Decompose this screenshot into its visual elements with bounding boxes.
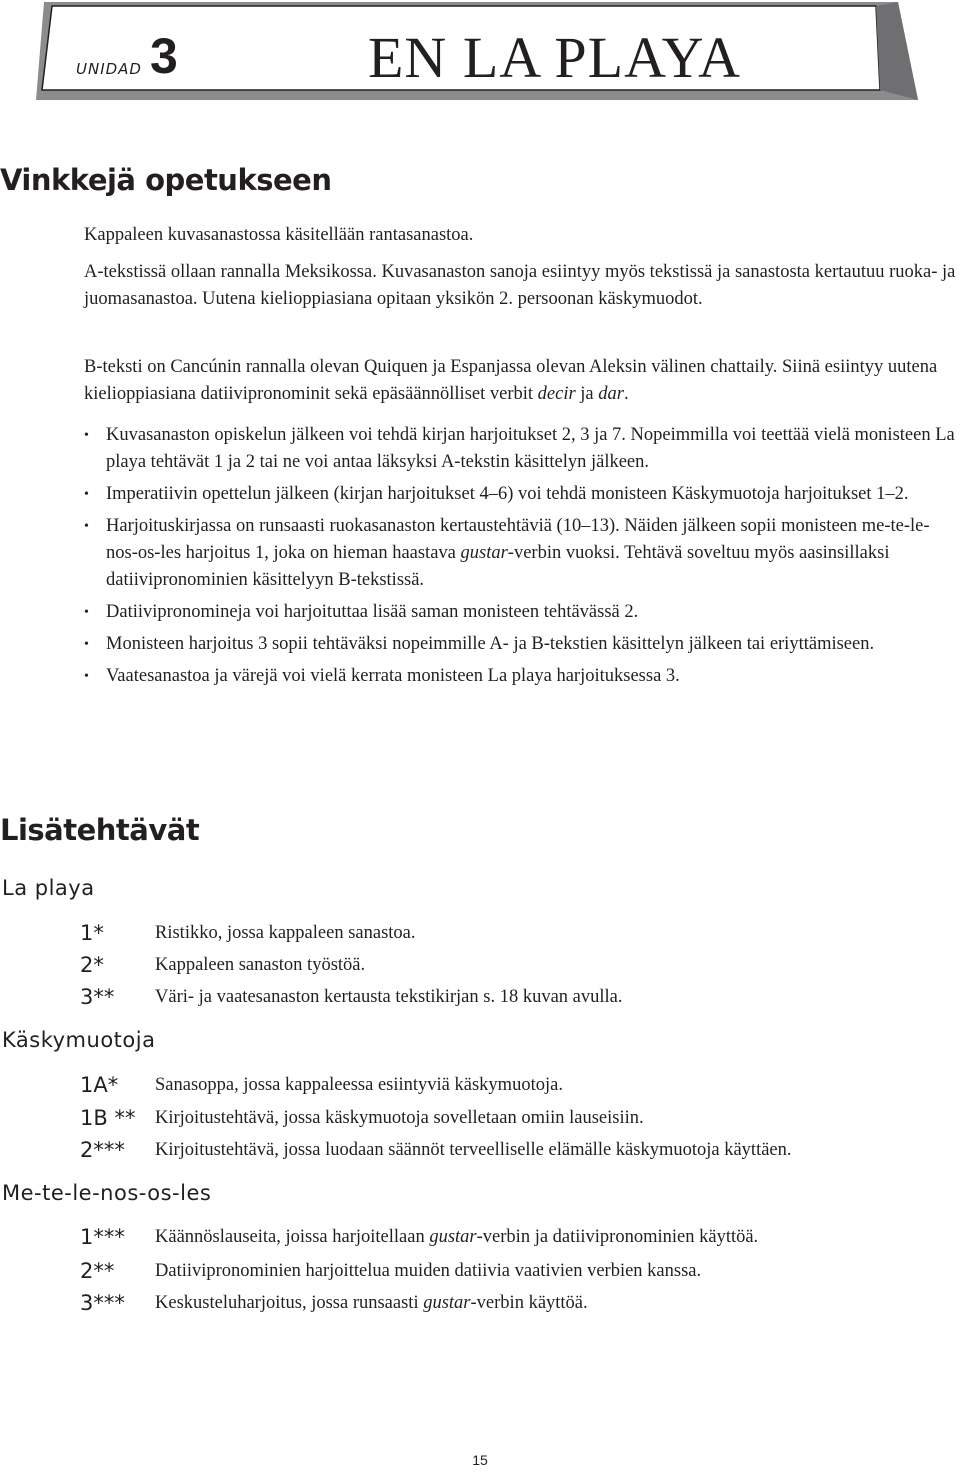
unit-number: 3 <box>150 28 178 84</box>
task-desc-after: -verbin ja datiivipronominien käyttöä. <box>476 1227 759 1247</box>
bullet-dot-icon: • <box>84 519 89 534</box>
task-row <box>80 1256 940 1286</box>
extra-heading: Lisätehtävät <box>0 813 200 847</box>
bullet-item <box>84 513 956 594</box>
group-title-la-playa: La playa <box>2 876 95 900</box>
group-title-me-te-le-nos-os-les: Me-te-le-nos-os-les <box>2 1181 212 1205</box>
task-code: 1A* <box>80 1073 119 1097</box>
task-code: 3** <box>80 985 115 1009</box>
tips-intro-2: A-tekstissä ollaan rannalla Meksikossa. Kuvasanaston sanoja esiintyy myös tekstissä ja sanastosta kertautuu ruoka- ja juomasanastoa. Uutena kielioppiasiana opitaan yksikön 2. persoonan käskymuodot. <box>84 262 956 309</box>
bullet-text: Monisteen harjoitus 3 sopii tehtäväksi nopeimmille A- ja B-tekstien käsittelyn jälkeen tai eriyttämiseen. <box>106 634 875 654</box>
task-row <box>80 950 940 980</box>
bullet-text: Imperatiivin opettelun jälkeen (kirjan harjoitukset 4–6) voi tehdä monisteen Käskymuotoja harjoitukset 1–2. <box>106 484 909 504</box>
verb-decir: decir <box>537 384 576 404</box>
bullet-text-before: Harjoituskirjassa on runsaasti ruokasanaston kertaustehtäviä (10–13). Näiden jälkeen sopii monisteen me-te-le-nos-os-les harjoitus 1, joka on hieman haastava <box>106 516 930 563</box>
bullet-dot-icon: • <box>84 487 89 502</box>
task-row <box>80 1135 940 1165</box>
task-desc: Kirjoitustehtävä, jossa luodaan säännöt terveelliselle elämälle käskymuotoja käyttäen. <box>155 1140 792 1160</box>
task-row <box>80 1288 940 1318</box>
task-code: 1*** <box>80 1225 125 1249</box>
b-text-after: . <box>623 384 629 404</box>
bullet-item <box>84 422 956 476</box>
bullet-text: Kuvasanaston opiskelun jälkeen voi tehdä kirjan harjoitukset 2, 3 ja 7. Nopeimmilla voi teettää vielä monisteen La playa tehtävät 1 ja 2 tai ne voi antaa läksyksi A-tekstin käsittelyn jälkeen. <box>106 425 955 472</box>
task-desc <box>155 1290 588 1317</box>
task-desc: Ristikko, jossa kappaleen sanastoa. <box>155 923 416 943</box>
task-desc: Sanasoppa, jossa kappaleessa esiintyviä käskymuotoja. <box>155 1075 563 1095</box>
bullet-dot-icon: • <box>84 669 89 684</box>
verb-gustar: gustar <box>429 1227 477 1247</box>
page-number: 15 <box>472 1452 488 1468</box>
verb-dar: dar <box>598 384 624 404</box>
bullet-text-after: -verbin vuoksi. Tehtävä soveltuu myös aasinsillaksi datiivipronominien käsittelyyn B-tekstissä. <box>106 543 890 590</box>
unit-banner <box>36 0 918 102</box>
task-row <box>80 982 940 1012</box>
task-desc <box>155 1224 758 1251</box>
task-desc: Datiivipronominien harjoittelua muiden datiivia vaativien verbien kanssa. <box>155 1261 702 1281</box>
verb-gustar: gustar <box>460 543 508 563</box>
verb-gustar: gustar <box>423 1293 471 1313</box>
tips-intro-1: Kappaleen kuvasanastossa käsitellään rantasanastoa. <box>84 225 474 245</box>
bullet-dot-icon: • <box>84 605 89 620</box>
group-title-kaskymuotoja: Käskymuotoja <box>2 1028 156 1052</box>
task-desc-after: -verbin käyttöä. <box>470 1293 588 1313</box>
task-desc: Kappaleen sanaston työstöä. <box>155 955 366 975</box>
task-code: 1B ** <box>80 1106 136 1130</box>
task-code: 3*** <box>80 1291 125 1315</box>
task-desc: Väri- ja vaatesanaston kertausta tekstikirjan s. 18 kuvan avulla. <box>155 987 623 1007</box>
b-text-before: B-teksti on Cancúnin rannalla olevan Quiquen ja Espanjassa olevan Aleksin välinen chattaily. Siinä esiintyy uutena kielioppiasiana datiivipronominit sekä epäsäännölliset verbit <box>84 357 938 404</box>
bullet-text: Vaatesanastoa ja värejä voi vielä kerrata monisteen La playa harjoituksessa 3. <box>106 666 680 686</box>
bullet-dot-icon: • <box>84 637 89 652</box>
tips-bullet-list <box>84 422 956 695</box>
task-code: 2*** <box>80 1138 125 1162</box>
task-desc-before: Käännöslauseita, joissa harjoitellaan <box>155 1227 430 1247</box>
tips-b-text <box>84 354 956 408</box>
bullet-text: Datiivipronomineja voi harjoituttaa lisää saman monisteen tehtävässä 2. <box>106 602 639 622</box>
bullet-item <box>84 481 956 508</box>
task-row <box>80 1070 940 1100</box>
b-text-middle: ja <box>575 384 599 404</box>
bullet-item <box>84 599 956 626</box>
task-desc-before: Keskusteluharjoitus, jossa runsaasti <box>155 1293 424 1313</box>
unit-title: EN LA PLAYA <box>368 25 742 90</box>
unit-label: UNIDAD <box>76 60 142 78</box>
task-row <box>80 918 940 948</box>
bullet-item <box>84 663 956 690</box>
bullet-item <box>84 631 956 658</box>
task-code: 1* <box>80 921 104 945</box>
task-row <box>80 1103 940 1133</box>
task-code: 2* <box>80 953 104 977</box>
task-row <box>80 1222 940 1252</box>
tips-heading: Vinkkejä opetukseen <box>0 163 332 197</box>
task-desc: Kirjoitustehtävä, jossa käskymuotoja sovelletaan omiin lauseisiin. <box>155 1108 644 1128</box>
task-code: 2** <box>80 1259 115 1283</box>
bullet-dot-icon: • <box>84 428 89 443</box>
